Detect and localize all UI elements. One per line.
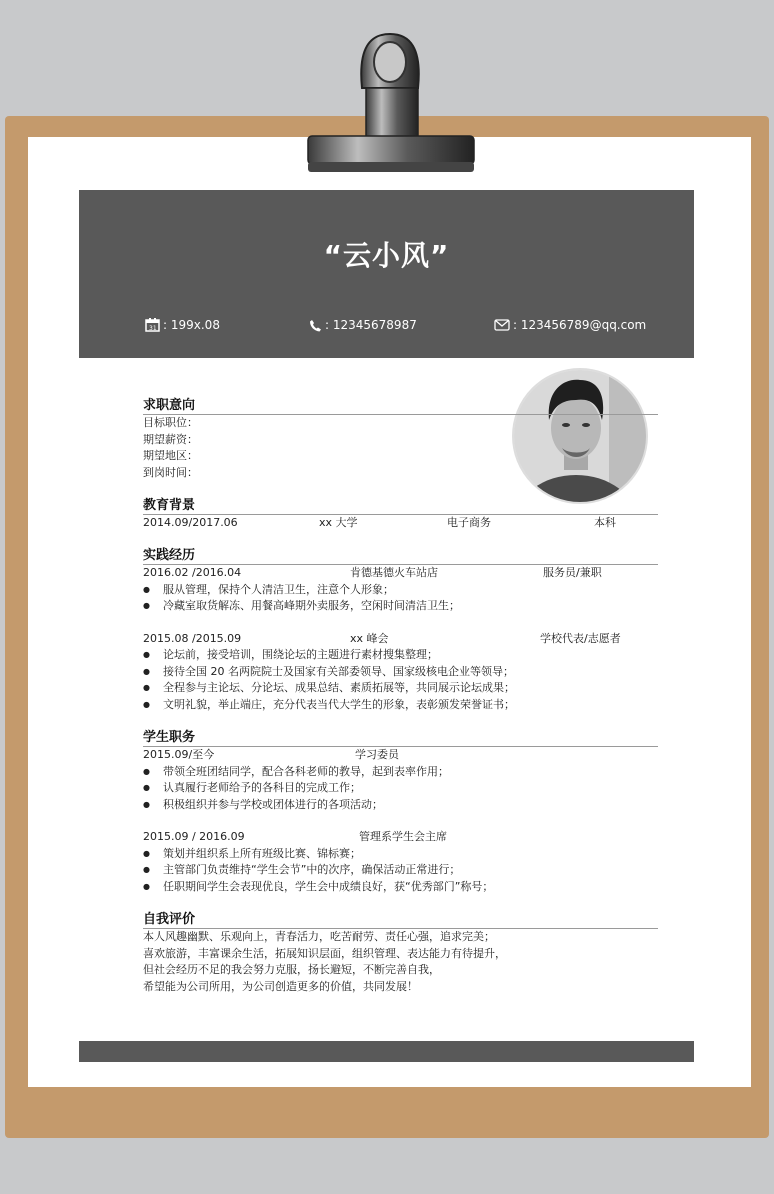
list-item: ● 冷藏室取货解冻、用餐高峰期外卖服务，空闲时间清洁卫生； — [143, 598, 658, 615]
birth-text: : 199x.08 — [163, 318, 220, 332]
self-eval-line: 本人风趣幽默、乐观向上，青春活力，吃苦耐劳、责任心强，追求完美； — [143, 930, 495, 943]
section-title: 自我评价 — [143, 912, 658, 929]
list-item: ● 接待全国 20 名两院院士及国家有关部委领导、国家级核电企业等领导； — [143, 664, 658, 681]
self-eval-line: 喜欢旅游，丰富课余生活，拓展知识层面，组织管理、表达能力有待提升， — [143, 946, 506, 960]
section-job-intent — [143, 398, 658, 481]
practice-entry-header — [143, 565, 658, 582]
target-position: 目标职位： — [143, 416, 198, 429]
practice-role: 学校代表/志愿者 — [540, 631, 621, 645]
section-title: 求职意向 — [143, 398, 658, 415]
practice-org: xx 峰会 — [350, 631, 389, 645]
student-date: 2015.09 / 2016.09 — [143, 830, 245, 843]
practice-role: 服务员/兼职 — [543, 566, 602, 579]
student-role: 管理系学生会主席 — [359, 830, 447, 843]
list-item: ● 任职期间学生会表现优良，学生会中成绩良好，获“优秀部门”称号； — [143, 879, 658, 896]
student-entry-header — [143, 829, 658, 846]
practice-entry-header — [143, 631, 658, 648]
practice-date: 2016.02 /2016.04 — [143, 566, 242, 579]
practice-date: 2015.08 /2015.09 — [143, 631, 242, 645]
email-text: : 123456789@qq.com — [513, 318, 647, 332]
list-item: ● 积极组织并参与学校或团体进行的各项活动； — [143, 797, 658, 814]
list-item: ● 认真履行老师给予的各科目的完成工作； — [143, 780, 658, 797]
mail-icon — [494, 319, 510, 331]
practice-org: 肯德基德火车站店 — [350, 566, 438, 579]
section-title: 实践经历 — [143, 548, 658, 565]
arrival-time: 到岗时间： — [143, 465, 198, 479]
education-school: xx 大学 — [319, 516, 358, 529]
expected-salary: 期望薪资： — [143, 432, 198, 446]
phone-icon — [309, 319, 322, 332]
student-entry-header — [143, 747, 658, 764]
expected-region: 期望地区： — [143, 449, 198, 462]
phone-text: : 12345678987 — [325, 318, 417, 332]
education-degree: 本科 — [594, 516, 616, 529]
list-item: ● 文明礼貌，举止端庄，充分代表当代大学生的形象，表彰颁发荣誉证书； — [143, 697, 658, 714]
self-eval-line: 希望能为公司所用，为公司创造更多的价值，共同发展！ — [143, 979, 418, 993]
resume-footer-bar — [79, 1041, 694, 1062]
section-student-roles — [143, 730, 658, 895]
section-self-evaluation — [143, 912, 658, 995]
section-practice — [143, 548, 658, 713]
list-item: ● 论坛前，接受培训，围绕论坛的主题进行素材搜集整理； — [143, 647, 658, 664]
svg-text:31: 31 — [149, 325, 157, 332]
binder-clip-icon — [300, 28, 480, 178]
calendar-icon — [145, 318, 160, 332]
list-item: ● 策划并组织系上所有班级比赛、锦标赛； — [143, 846, 658, 863]
education-date: 2014.09/2017.06 — [143, 516, 238, 529]
section-education — [143, 498, 658, 532]
self-eval-line: 但社会经历不足的我会努力克服，扬长避短，不断完善自我， — [143, 963, 440, 976]
list-item: ● 主管部门负责维持“学生会节”中的次序，确保活动正常进行； — [143, 862, 658, 879]
list-item: ● 全程参与主论坛、分论坛、成果总结、素质拓展等，共同展示论坛成果； — [143, 680, 658, 697]
candidate-name: “云小风” — [323, 239, 450, 272]
section-title: 学生职务 — [143, 730, 658, 747]
section-title: 教育背景 — [143, 498, 658, 515]
list-item: ● 服从管理，保持个人清洁卫生，注意个人形象； — [143, 582, 658, 599]
education-row — [143, 515, 658, 532]
email-info — [494, 318, 646, 332]
phone-info — [309, 318, 417, 332]
resume-header — [79, 190, 694, 358]
list-item: ● 带领全班团结同学，配合各科老师的教导，起到表率作用； — [143, 764, 658, 781]
student-role: 学习委员 — [355, 748, 399, 761]
birth-info — [145, 318, 220, 332]
student-date: 2015.09/至今 — [143, 748, 215, 761]
education-major: 电子商务 — [447, 516, 491, 529]
